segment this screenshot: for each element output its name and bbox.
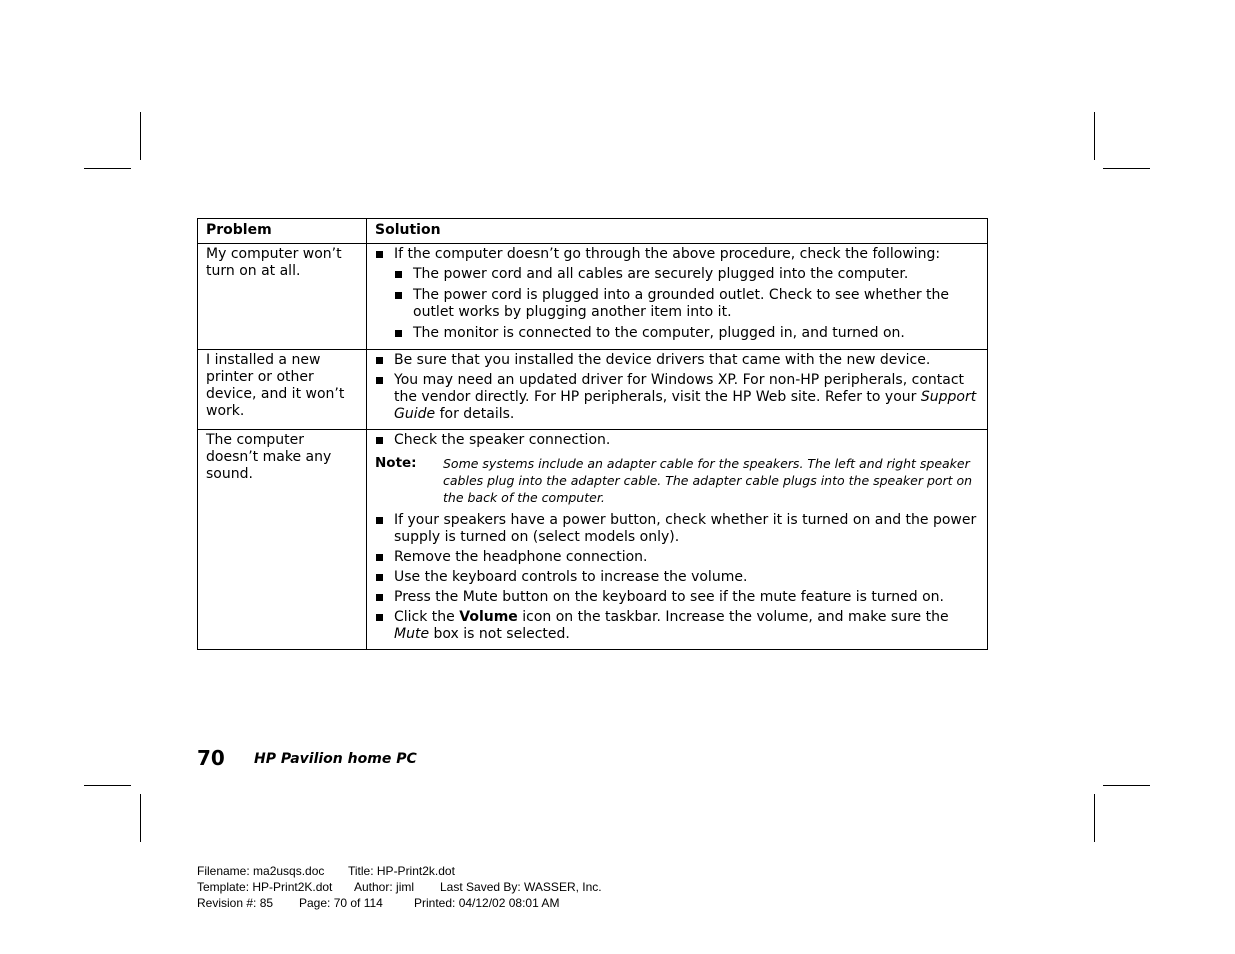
meta-template: Template: HP-Print2K.dot <box>197 880 333 894</box>
note-text: Some systems include an adapter cable for the speakers. The left and right speaker cables plug into the adapter cable. The adapter cable plugs into the speaker port on the back of the computer. <box>443 456 973 505</box>
solution-list <box>375 246 979 342</box>
list-item: Check the speaker connection. <box>375 432 979 449</box>
sub-list-item: The power cord and all cables are securely plugged into the computer. <box>394 266 979 283</box>
solution-text: Click the <box>394 609 460 625</box>
crop-mark <box>140 794 141 842</box>
sub-list <box>394 266 979 342</box>
list-item <box>375 609 979 643</box>
solution-text: icon on the taskbar. Increase the volume, and make sure the <box>517 609 949 625</box>
solution-text: for details. <box>435 406 515 422</box>
list-item <box>375 246 979 342</box>
solution-text: You may need an updated driver for Windows XP. For non-HP peripherals, contact the vendor directly. For HP peripherals, visit the HP Web site. Refer to your <box>394 372 965 405</box>
table-header-row <box>198 219 988 244</box>
solution-list <box>375 432 979 449</box>
solution-text: box is not selected. <box>429 626 570 642</box>
crop-mark <box>1094 794 1095 842</box>
problem-cell: My computer won’t turn on at all. <box>198 244 367 350</box>
meta-printed: Printed: 04/12/02 08:01 AM <box>414 896 560 910</box>
column-header-problem: Problem <box>198 219 367 244</box>
crop-mark <box>140 112 141 160</box>
sub-list-item: The power cord is plugged into a grounded outlet. Check to see whether the outlet works by plugging another item into it. <box>394 287 979 321</box>
crop-mark <box>1094 112 1095 160</box>
list-item: Press the Mute button on the keyboard to see if the mute feature is turned on. <box>375 589 979 606</box>
table-row <box>198 244 988 350</box>
note-block <box>375 455 979 506</box>
list-item <box>375 372 979 423</box>
list-item: Use the keyboard controls to increase the volume. <box>375 569 979 586</box>
list-item: Be sure that you installed the device drivers that came with the new device. <box>375 352 979 369</box>
crop-mark <box>1103 168 1150 169</box>
note-label: Note: <box>375 455 417 471</box>
mute-box-label: Mute <box>394 626 430 642</box>
problem-cell: I installed a new printer or other device, and it won’t work. <box>198 350 367 430</box>
sub-list-item: The monitor is connected to the computer, plugged in, and turned on. <box>394 325 979 342</box>
running-footer-title: HP Pavilion home PC <box>254 751 417 767</box>
list-item: If your speakers have a power button, check whether it is turned on and the power supply is turned on (select models only). <box>375 512 979 546</box>
crop-mark <box>1103 785 1150 786</box>
crop-mark <box>84 785 131 786</box>
meta-revision: Revision #: 85 <box>197 896 274 910</box>
problem-cell: The computer doesn’t make any sound. <box>198 430 367 650</box>
solution-cell <box>367 430 988 650</box>
meta-title: Title: HP-Print2k.dot <box>348 864 455 878</box>
meta-page: Page: 70 of 114 <box>299 896 383 910</box>
solution-list <box>375 352 979 423</box>
table-row <box>198 350 988 430</box>
list-item: Remove the headphone connection. <box>375 549 979 566</box>
solution-list <box>375 512 979 643</box>
crop-mark <box>84 168 131 169</box>
troubleshooting-table <box>197 218 988 650</box>
column-header-solution: Solution <box>367 219 988 244</box>
solution-cell <box>367 244 988 350</box>
volume-icon-label: Volume <box>459 609 518 625</box>
meta-author: Author: jiml <box>354 880 415 894</box>
table-row <box>198 430 988 650</box>
support-guide-reference: Support Guide <box>394 389 977 422</box>
solution-cell <box>367 350 988 430</box>
meta-last-saved: Last Saved By: WASSER, Inc. <box>440 880 602 894</box>
solution-text: If the computer doesn’t go through the above procedure, check the following: <box>394 246 941 262</box>
meta-filename: Filename: ma2usqs.doc <box>197 864 325 878</box>
page-number: 70 <box>197 746 225 770</box>
